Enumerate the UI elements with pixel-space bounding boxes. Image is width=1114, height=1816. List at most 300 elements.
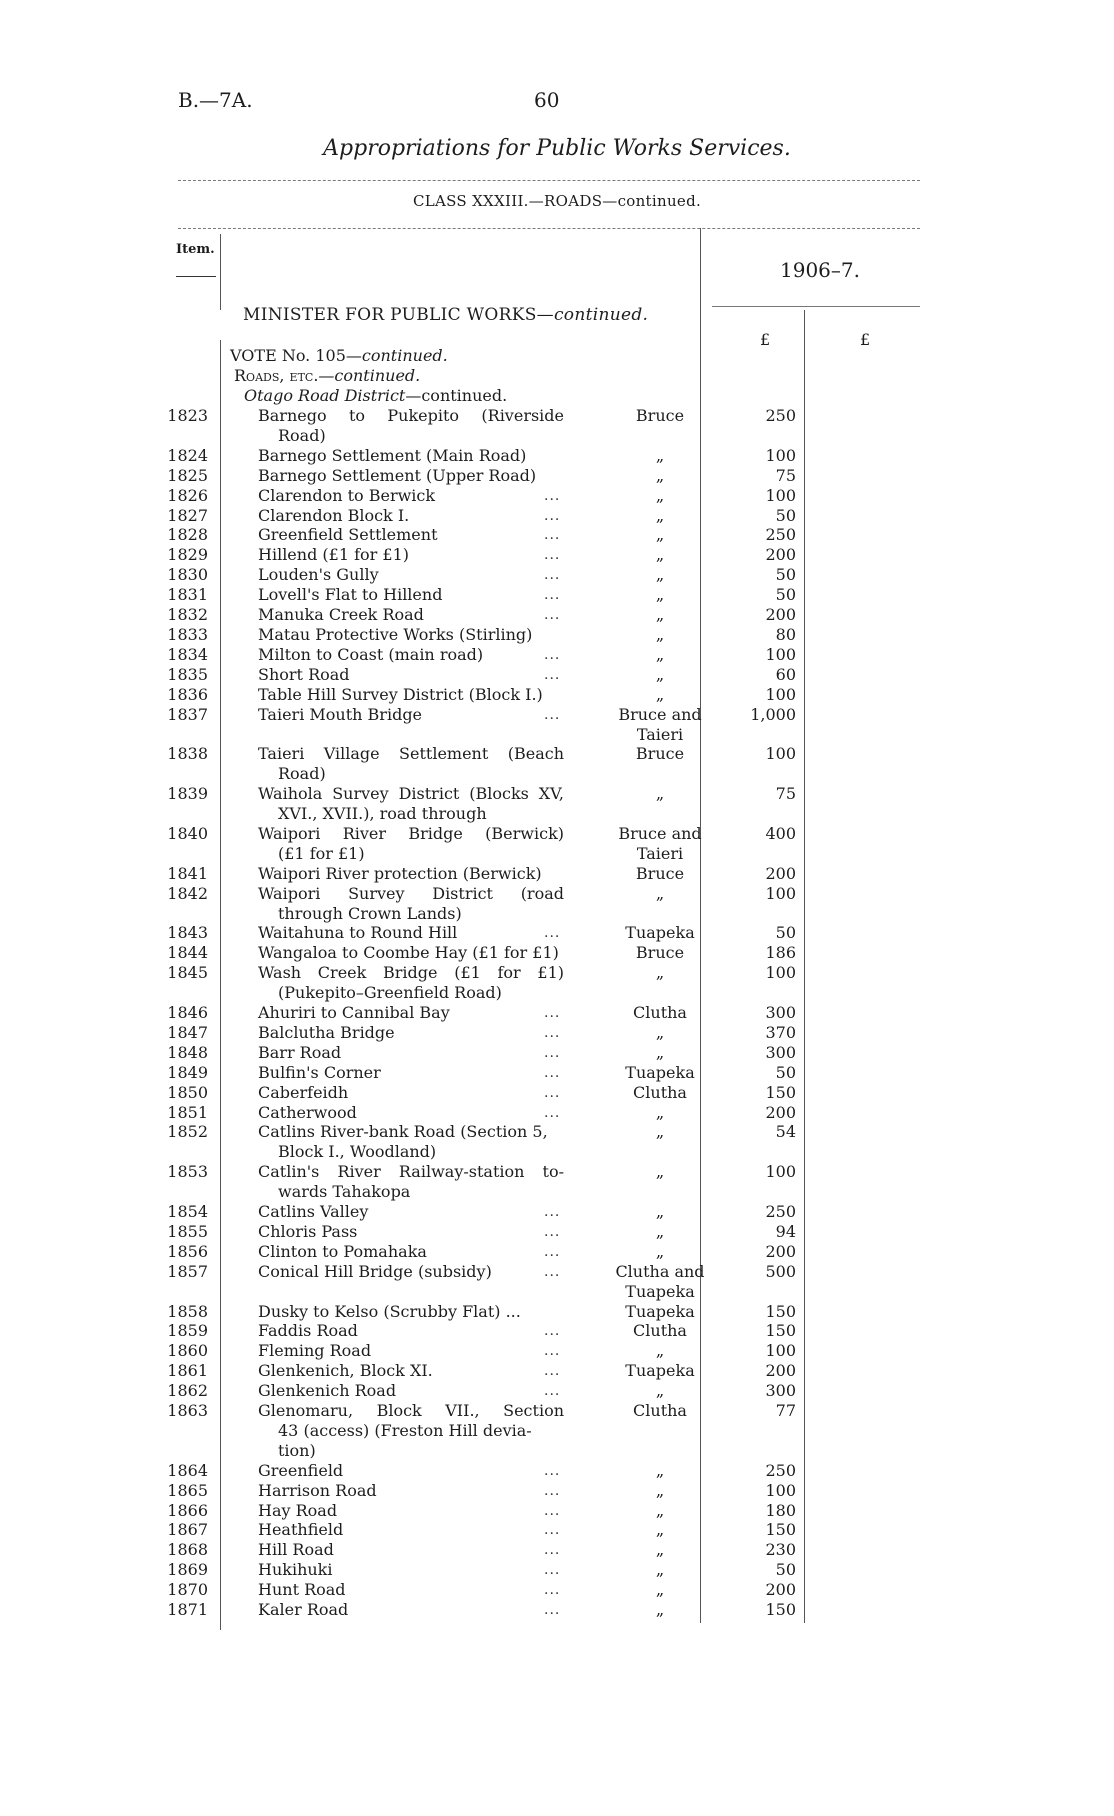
district-line: „ bbox=[655, 963, 665, 983]
description-line: Barnego Settlement (Upper Road) bbox=[258, 465, 537, 485]
item-description bbox=[258, 705, 578, 725]
description-line: tion) bbox=[278, 1441, 316, 1460]
amount: 50 bbox=[775, 923, 796, 943]
item-number: 1839 bbox=[167, 784, 208, 804]
item-number: 1871 bbox=[167, 1600, 208, 1619]
description-line: Clarendon to Berwick bbox=[258, 485, 436, 505]
district-name bbox=[590, 1580, 730, 1600]
amount: 100 bbox=[765, 963, 796, 983]
leader-dots: ... bbox=[544, 547, 561, 564]
amount: 186 bbox=[765, 943, 796, 963]
item-description bbox=[258, 963, 578, 1003]
district-name bbox=[590, 1600, 730, 1620]
amount: 200 bbox=[765, 545, 796, 565]
item-description bbox=[258, 565, 578, 585]
description-line: Balclutha Bridge bbox=[258, 1022, 395, 1042]
district-name bbox=[590, 963, 730, 983]
description-line: Waipori River Bridge (Berwick) bbox=[258, 823, 564, 843]
description-line: Chloris Pass bbox=[258, 1221, 358, 1241]
item-number: 1837 bbox=[167, 704, 208, 724]
district-name bbox=[590, 1501, 730, 1521]
description-line: Barnego Settlement (Main Road) bbox=[258, 445, 527, 465]
district-line: „ bbox=[655, 1341, 665, 1361]
district-name bbox=[590, 884, 730, 904]
leader-dots: ... bbox=[544, 1064, 561, 1081]
district-name bbox=[590, 943, 730, 963]
item-number: 1848 bbox=[167, 1042, 208, 1062]
district-line: „ bbox=[655, 1122, 665, 1142]
district-line: Bruce and bbox=[618, 704, 702, 724]
leader-dots: ... bbox=[544, 1243, 561, 1260]
leader-dots: ... bbox=[544, 1323, 561, 1340]
district-line: „ bbox=[655, 664, 665, 684]
item-number: 1825 bbox=[167, 465, 208, 485]
amount: 1,000 bbox=[750, 704, 796, 724]
item-number: 1851 bbox=[167, 1102, 208, 1122]
item-number: 1856 bbox=[167, 1241, 208, 1261]
amount: 150 bbox=[765, 1082, 796, 1102]
amount: 50 bbox=[775, 565, 796, 585]
district-name bbox=[590, 545, 730, 565]
district-line: Tuapeka bbox=[625, 1281, 695, 1301]
district-name bbox=[590, 466, 730, 486]
amount: 100 bbox=[765, 1341, 796, 1361]
year-rule bbox=[712, 306, 920, 307]
description-line: Caberfeidh bbox=[258, 1082, 349, 1102]
item-number: 1861 bbox=[167, 1361, 208, 1381]
item-number: 1870 bbox=[167, 1580, 208, 1600]
district-line: Clutha bbox=[633, 1321, 687, 1341]
item-description bbox=[258, 466, 578, 486]
item-number: 1850 bbox=[167, 1082, 208, 1102]
description-line: Catherwood bbox=[258, 1102, 357, 1122]
item-number: 1847 bbox=[167, 1022, 208, 1042]
item-description bbox=[258, 1162, 578, 1202]
description-line: Taieri Mouth Bridge bbox=[258, 704, 423, 724]
district-name bbox=[590, 446, 730, 466]
description-line: Ahuriri to Cannibal Bay bbox=[258, 1003, 450, 1022]
item-number: 1823 bbox=[167, 406, 208, 425]
amount: 100 bbox=[765, 644, 796, 664]
amount: 60 bbox=[775, 664, 796, 684]
district-name bbox=[590, 1520, 730, 1540]
district-name bbox=[590, 605, 730, 625]
item-header-rule bbox=[176, 276, 216, 277]
leader-dots: ... bbox=[544, 1223, 561, 1240]
item-description bbox=[258, 1401, 578, 1461]
district-name bbox=[590, 1341, 730, 1361]
amount: 230 bbox=[765, 1540, 796, 1560]
leader-dots: ... bbox=[544, 1562, 561, 1579]
description-line: Wangaloa to Coombe Hay (£1 for £1) bbox=[258, 943, 559, 963]
district-line: Bruce and bbox=[618, 823, 702, 843]
item-description bbox=[258, 1520, 578, 1540]
description-line: Road) bbox=[278, 426, 326, 445]
district-name bbox=[590, 1361, 730, 1381]
district-line: Bruce bbox=[635, 744, 685, 764]
district-line: Clutha bbox=[633, 1003, 687, 1022]
description-line: Faddis Road bbox=[258, 1321, 358, 1341]
amount: 250 bbox=[765, 1202, 796, 1221]
amount: 500 bbox=[765, 1261, 796, 1281]
district-name bbox=[590, 406, 730, 426]
item-number: 1854 bbox=[167, 1202, 208, 1221]
district-name bbox=[590, 1381, 730, 1401]
leader-dots: ... bbox=[544, 1104, 561, 1121]
district-name bbox=[590, 1003, 730, 1023]
description-line: Block I., Woodland) bbox=[278, 1142, 437, 1162]
district-line: „ bbox=[655, 1460, 665, 1480]
district-name bbox=[590, 1242, 730, 1262]
district-name bbox=[590, 1023, 730, 1043]
description-line: Waitahuna to Round Hill bbox=[258, 923, 458, 943]
pound-sign-column-1: £ bbox=[760, 330, 771, 349]
district-name bbox=[590, 1481, 730, 1501]
item-description bbox=[258, 506, 578, 526]
district-name bbox=[590, 1083, 730, 1103]
district-name bbox=[590, 784, 730, 804]
item-number: 1864 bbox=[167, 1460, 208, 1480]
leader-dots: ... bbox=[544, 1343, 561, 1360]
district-name bbox=[590, 685, 730, 705]
description-line: Heathfield bbox=[258, 1520, 344, 1540]
item-number: 1831 bbox=[167, 585, 208, 605]
item-description bbox=[258, 665, 578, 685]
leader-dots: ... bbox=[544, 567, 561, 584]
item-description bbox=[258, 486, 578, 506]
item-description bbox=[258, 784, 578, 824]
leader-dots: ... bbox=[544, 1084, 561, 1101]
district-line: Taieri bbox=[636, 724, 684, 744]
district-line: Tuapeka bbox=[625, 1062, 695, 1082]
district-line: „ bbox=[655, 1162, 665, 1182]
district-line: „ bbox=[655, 1202, 665, 1221]
amount: 300 bbox=[765, 1381, 796, 1401]
amount: 150 bbox=[765, 1321, 796, 1341]
item-number: 1855 bbox=[167, 1221, 208, 1241]
district-line: Tuapeka bbox=[625, 923, 695, 943]
description-line: Taieri Village Settlement (Beach bbox=[258, 744, 564, 764]
item-number: 1867 bbox=[167, 1520, 208, 1540]
district-line: „ bbox=[655, 684, 665, 704]
district-name bbox=[590, 1401, 730, 1421]
district-name bbox=[590, 1540, 730, 1560]
district-line: „ bbox=[655, 644, 665, 664]
item-number: 1858 bbox=[167, 1301, 208, 1321]
district-name bbox=[590, 705, 730, 745]
item-description bbox=[258, 1580, 578, 1600]
description-line: Waihola Survey District (Blocks XV, bbox=[258, 784, 564, 804]
description-line: Harrison Road bbox=[258, 1480, 377, 1500]
description-line: Hillend (£1 for £1) bbox=[258, 545, 409, 565]
district-name bbox=[590, 645, 730, 665]
page-number: 60 bbox=[534, 88, 560, 112]
description-line: Barnego to Pukepito (Riverside bbox=[258, 406, 564, 425]
item-column-rule bbox=[220, 340, 221, 1630]
description-line: (Pukepito–Greenfield Road) bbox=[278, 983, 502, 1003]
item-number: 1827 bbox=[167, 505, 208, 525]
item-number: 1832 bbox=[167, 605, 208, 624]
description-line: Glenomaru, Block VII., Section bbox=[258, 1401, 564, 1420]
district-line: Tuapeka bbox=[625, 1301, 695, 1321]
district-line: „ bbox=[655, 1102, 665, 1122]
item-number: 1846 bbox=[167, 1003, 208, 1022]
item-number: 1862 bbox=[167, 1381, 208, 1401]
amount: 75 bbox=[775, 465, 796, 485]
amount: 250 bbox=[765, 1460, 796, 1480]
amount: 200 bbox=[765, 863, 796, 883]
description-line: Kaler Road bbox=[258, 1600, 349, 1619]
district-line: „ bbox=[655, 565, 665, 585]
description-line: Waipori Survey District (road bbox=[258, 883, 564, 903]
description-line: through Crown Lands) bbox=[278, 903, 462, 923]
item-column-header: Item. bbox=[176, 242, 215, 257]
item-number: 1826 bbox=[167, 485, 208, 505]
description-line: Catlin's River Railway-station to- bbox=[258, 1162, 564, 1182]
item-number: 1828 bbox=[167, 525, 208, 545]
district-line: Clutha bbox=[633, 1401, 687, 1420]
amount: 300 bbox=[765, 1003, 796, 1022]
item-description bbox=[258, 525, 578, 545]
district-line: „ bbox=[655, 1042, 665, 1062]
item-description bbox=[258, 1560, 578, 1580]
leader-dots: ... bbox=[544, 1482, 561, 1499]
title-rule bbox=[178, 180, 920, 181]
amount: 180 bbox=[765, 1500, 796, 1520]
item-description bbox=[258, 1341, 578, 1361]
district-name bbox=[590, 625, 730, 645]
district-line: „ bbox=[655, 1540, 665, 1560]
leader-dots: ... bbox=[544, 646, 561, 663]
amount: 100 bbox=[765, 1480, 796, 1500]
leader-dots: ... bbox=[544, 925, 561, 942]
description-line: Manuka Creek Road bbox=[258, 605, 424, 624]
district-line: Clutha and bbox=[615, 1261, 705, 1281]
amount: 77 bbox=[775, 1401, 796, 1420]
item-description bbox=[258, 1540, 578, 1560]
item-description bbox=[258, 1321, 578, 1341]
description-line: Lovell's Flat to Hillend bbox=[258, 585, 443, 605]
district-line: Bruce bbox=[635, 943, 685, 963]
district-line: „ bbox=[655, 445, 665, 465]
item-number: 1853 bbox=[167, 1162, 208, 1182]
class-rule bbox=[178, 228, 920, 229]
description-line: Hunt Road bbox=[258, 1580, 346, 1600]
item-description bbox=[258, 943, 578, 963]
leader-dots: ... bbox=[544, 1363, 561, 1380]
item-description bbox=[258, 1381, 578, 1401]
item-description bbox=[258, 1003, 578, 1023]
leader-dots: ... bbox=[544, 507, 561, 524]
district-line: „ bbox=[655, 605, 665, 624]
leader-dots: ... bbox=[544, 1005, 561, 1021]
amount: 250 bbox=[765, 525, 796, 545]
amount: 200 bbox=[765, 1361, 796, 1381]
district-name bbox=[590, 1461, 730, 1481]
district-name bbox=[590, 923, 730, 943]
district-name bbox=[590, 864, 730, 884]
amount: 300 bbox=[765, 1042, 796, 1062]
district-line: „ bbox=[655, 1500, 665, 1520]
description-line: Milton to Coast (main road) bbox=[258, 644, 484, 664]
district-name bbox=[590, 565, 730, 585]
description-line: Hay Road bbox=[258, 1500, 338, 1520]
amount: 250 bbox=[765, 406, 796, 425]
district-name bbox=[590, 1063, 730, 1083]
item-number: 1833 bbox=[167, 624, 208, 644]
leader-dots: ... bbox=[544, 666, 561, 683]
district-name bbox=[590, 1560, 730, 1580]
item-number: 1830 bbox=[167, 565, 208, 585]
amount: 100 bbox=[765, 445, 796, 465]
description-line: Louden's Gully bbox=[258, 565, 379, 585]
amount: 200 bbox=[765, 1102, 796, 1122]
item-number: 1865 bbox=[167, 1480, 208, 1500]
leader-dots: ... bbox=[544, 1462, 561, 1479]
district-line: „ bbox=[655, 485, 665, 505]
leader-dots: ... bbox=[544, 487, 561, 504]
item-description bbox=[258, 923, 578, 943]
description-line: Fleming Road bbox=[258, 1341, 372, 1361]
amount: 150 bbox=[765, 1600, 796, 1619]
description-line: Catlins River-bank Road (Section 5, bbox=[258, 1122, 548, 1142]
amount: 200 bbox=[765, 1580, 796, 1600]
district-line: „ bbox=[655, 1221, 665, 1241]
description-line: Hukihuki bbox=[258, 1560, 333, 1580]
district-heading: Otago Road District—continued. bbox=[244, 386, 508, 405]
item-number: 1840 bbox=[167, 823, 208, 843]
district-line: Tuapeka bbox=[625, 1361, 695, 1381]
minister-heading: MINISTER FOR PUBLIC WORKS—continued. bbox=[243, 305, 649, 325]
item-number: 1824 bbox=[167, 445, 208, 465]
amount: 94 bbox=[775, 1221, 796, 1241]
district-name bbox=[590, 1302, 730, 1322]
district-line: Bruce bbox=[635, 406, 685, 425]
district-name bbox=[590, 1321, 730, 1341]
item-description bbox=[258, 585, 578, 605]
amount: 100 bbox=[765, 1162, 796, 1182]
district-name bbox=[590, 506, 730, 526]
district-name bbox=[590, 585, 730, 605]
district-name bbox=[590, 665, 730, 685]
district-line: Clutha bbox=[633, 1082, 687, 1102]
item-number: 1863 bbox=[167, 1401, 208, 1420]
item-description bbox=[258, 1242, 578, 1262]
item-number: 1849 bbox=[167, 1062, 208, 1082]
amount-column-rule bbox=[804, 310, 805, 1623]
district-line: Bruce bbox=[635, 863, 685, 883]
district-name bbox=[590, 744, 730, 764]
description-line: Clarendon Block I. bbox=[258, 505, 410, 525]
pound-sign-column-2: £ bbox=[860, 330, 871, 349]
item-description bbox=[258, 1202, 578, 1222]
item-number: 1844 bbox=[167, 943, 208, 963]
description-line: Glenkenich, Block XI. bbox=[258, 1361, 433, 1381]
leader-dots: ... bbox=[544, 1383, 561, 1400]
description-line: Hill Road bbox=[258, 1540, 334, 1560]
description-line: Road) bbox=[278, 764, 326, 784]
description-line: Clinton to Pomahaka bbox=[258, 1241, 427, 1261]
leader-dots: ... bbox=[544, 1602, 561, 1618]
item-description bbox=[258, 1461, 578, 1481]
leader-dots: ... bbox=[544, 1024, 561, 1041]
item-description bbox=[258, 884, 578, 924]
description-line: wards Tahakopa bbox=[278, 1182, 411, 1202]
amount: 400 bbox=[765, 823, 796, 843]
item-number: 1845 bbox=[167, 963, 208, 983]
district-name bbox=[590, 1262, 730, 1302]
leader-dots: ... bbox=[544, 1204, 561, 1220]
amount: 100 bbox=[765, 744, 796, 764]
item-description bbox=[258, 605, 578, 625]
district-name bbox=[590, 1222, 730, 1242]
item-description bbox=[258, 645, 578, 665]
description-line: Short Road bbox=[258, 664, 350, 684]
leader-dots: ... bbox=[544, 607, 561, 623]
description-line: 43 (access) (Freston Hill devia- bbox=[278, 1421, 532, 1440]
amount: 50 bbox=[775, 585, 796, 605]
district-line: „ bbox=[655, 585, 665, 605]
item-number: 1868 bbox=[167, 1540, 208, 1560]
amount: 150 bbox=[765, 1301, 796, 1321]
description-line: Matau Protective Works (Stirling) bbox=[258, 624, 533, 644]
amount: 75 bbox=[775, 784, 796, 804]
description-line: Waipori River protection (Berwick) bbox=[258, 863, 542, 883]
amount: 100 bbox=[765, 684, 796, 704]
amount: 50 bbox=[775, 505, 796, 525]
description-line: Table Hill Survey District (Block I.) bbox=[258, 684, 543, 704]
item-description bbox=[258, 1302, 578, 1322]
item-number: 1869 bbox=[167, 1560, 208, 1580]
leader-dots: ... bbox=[544, 1263, 561, 1280]
item-column-rule-top bbox=[220, 234, 221, 310]
item-number: 1842 bbox=[167, 883, 208, 903]
item-number: 1859 bbox=[167, 1321, 208, 1341]
item-number: 1860 bbox=[167, 1341, 208, 1361]
district-line: „ bbox=[655, 525, 665, 545]
amount: 54 bbox=[775, 1122, 796, 1142]
amount: 100 bbox=[765, 485, 796, 505]
vote-heading: VOTE No. 105—continued. bbox=[230, 346, 448, 365]
district-line: „ bbox=[655, 1022, 665, 1042]
amount: 200 bbox=[765, 1241, 796, 1261]
item-description bbox=[258, 744, 578, 784]
leader-dots: ... bbox=[544, 1582, 561, 1599]
description-line: Greenfield Settlement bbox=[258, 525, 438, 545]
item-number: 1836 bbox=[167, 684, 208, 704]
leader-dots: ... bbox=[544, 1522, 561, 1539]
district-line: „ bbox=[655, 505, 665, 525]
district-name bbox=[590, 824, 730, 864]
description-line: Barr Road bbox=[258, 1042, 342, 1062]
description-line: Catlins Valley bbox=[258, 1202, 369, 1221]
description-line: Wash Creek Bridge (£1 for £1) bbox=[258, 963, 564, 983]
district-line: „ bbox=[655, 883, 665, 903]
item-description bbox=[258, 1103, 578, 1123]
leader-dots: ... bbox=[544, 527, 561, 544]
district-line: „ bbox=[655, 1560, 665, 1580]
amount: 50 bbox=[775, 1062, 796, 1082]
district-line: „ bbox=[655, 465, 665, 485]
year-header: 1906–7. bbox=[780, 258, 860, 282]
district-line: „ bbox=[655, 624, 665, 644]
district-line: „ bbox=[655, 1480, 665, 1500]
description-line: Glenkenich Road bbox=[258, 1381, 397, 1401]
district-line: „ bbox=[655, 1241, 665, 1261]
item-description bbox=[258, 1222, 578, 1242]
leader-dots: ... bbox=[544, 587, 561, 604]
description-line: XVI., XVII.), road through bbox=[278, 804, 487, 824]
